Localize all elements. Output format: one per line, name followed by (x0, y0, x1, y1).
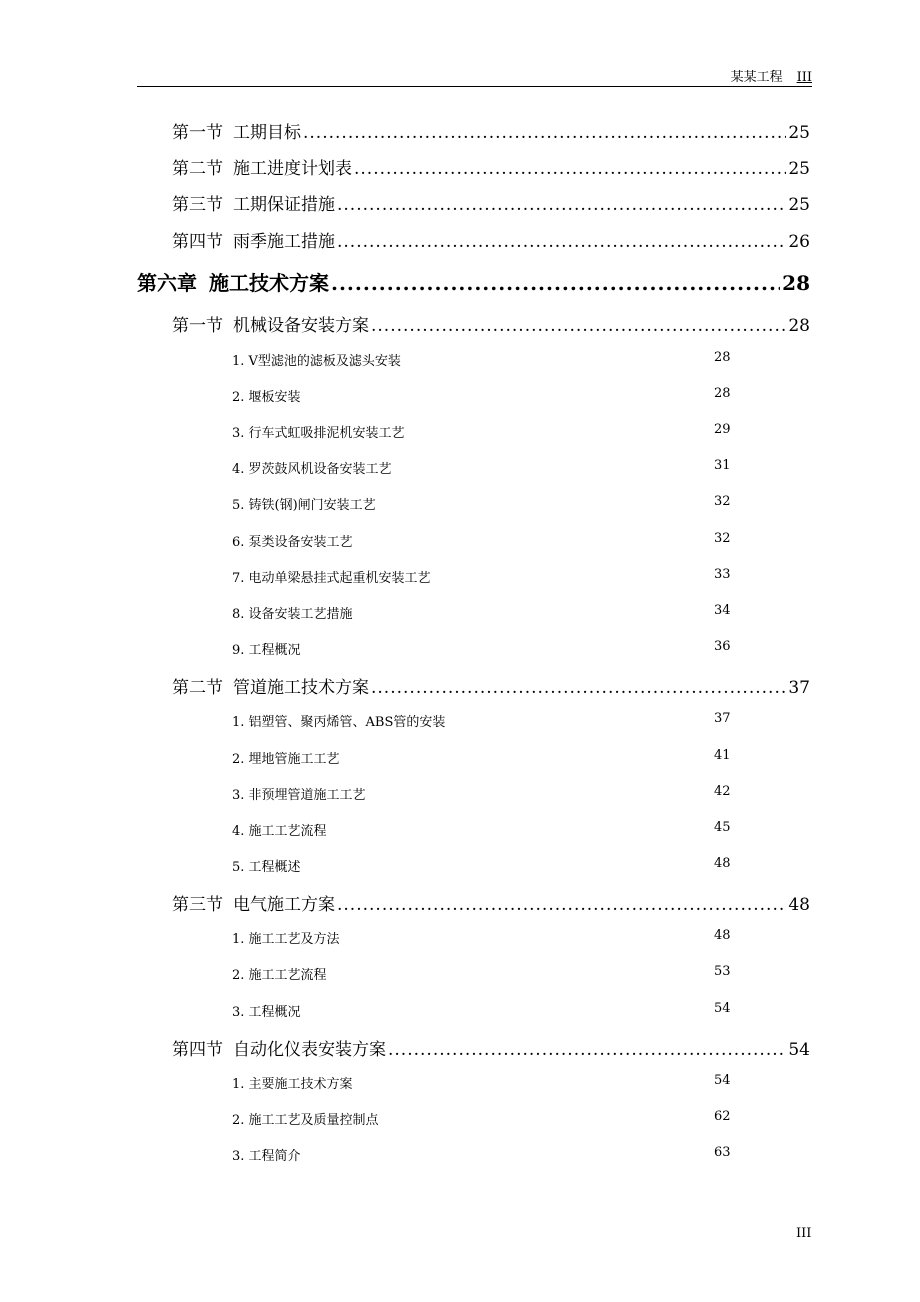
toc-item-title[interactable]: 5. 铸铁(钢)闸门安装工艺 (232, 498, 376, 513)
toc-item-page: 54 (714, 1073, 731, 1088)
toc-label: 第二节 (172, 159, 223, 179)
toc-item-title[interactable]: 2. 堰板安装 (232, 390, 301, 405)
toc-label: 第一节 (172, 316, 223, 336)
toc-item-page: 48 (714, 928, 731, 943)
toc-label: 第四节 (172, 1040, 223, 1060)
toc-label: 第三节 (172, 195, 223, 215)
toc-title: 施工进度计划表 (233, 159, 352, 179)
toc-item-page: 32 (714, 494, 731, 509)
toc-title: 工期目标 (233, 123, 301, 143)
toc-label: 第一节 (172, 123, 223, 143)
toc-item-page: 45 (714, 820, 731, 835)
toc-section[interactable] (172, 1035, 810, 1060)
toc-section[interactable] (172, 890, 810, 915)
toc-leader (371, 316, 786, 336)
toc-page: 28 (782, 271, 810, 295)
toc-page: 25 (788, 159, 810, 179)
header-title: 某某工程 (730, 70, 783, 85)
toc-leader (331, 271, 780, 295)
toc-item-title[interactable]: 6. 泵类设备安装工艺 (232, 535, 353, 550)
toc-item-page: 48 (714, 856, 731, 871)
toc-leader (388, 1040, 786, 1060)
toc-title: 雨季施工措施 (233, 232, 335, 252)
toc-title: 电气施工方案 (233, 895, 335, 915)
toc-item-title[interactable]: 7. 电动单梁悬挂式起重机安装工艺 (232, 571, 431, 586)
toc-item-page: 28 (714, 386, 731, 401)
toc-leader (337, 895, 786, 915)
toc-page: 25 (788, 123, 810, 143)
toc-leader (337, 232, 786, 252)
toc-item-page: 62 (714, 1109, 731, 1124)
toc-item-title[interactable]: 1. 施工工艺及方法 (232, 932, 340, 947)
toc-leader (337, 195, 786, 215)
toc-title: 工期保证措施 (233, 195, 335, 215)
toc-title: 自动化仪表安装方案 (233, 1040, 386, 1060)
toc-section[interactable] (172, 673, 810, 698)
header-page-number: III (796, 70, 812, 85)
toc-page: 48 (788, 895, 810, 915)
toc-item-title[interactable]: 2. 埋地管施工工艺 (232, 752, 340, 767)
toc-item-page: 32 (714, 531, 731, 546)
toc-item-page: 37 (714, 711, 731, 726)
toc-item-page: 31 (714, 458, 731, 473)
toc-section[interactable] (172, 227, 810, 252)
toc-item-title[interactable]: 3. 行车式虹吸排泥机安装工艺 (232, 426, 405, 441)
toc-item-title[interactable]: 9. 工程概况 (232, 643, 301, 658)
toc-item-title[interactable]: 3. 工程简介 (232, 1149, 301, 1164)
toc-section[interactable] (172, 311, 810, 336)
toc-item-page: 63 (714, 1145, 731, 1160)
toc-item-title[interactable]: 1. 主要施工技术方案 (232, 1077, 353, 1092)
toc-item-title[interactable]: 5. 工程概述 (232, 860, 301, 875)
footer-page-number: III (796, 1226, 812, 1241)
toc-label: 第二节 (172, 678, 223, 698)
toc-page: 28 (788, 316, 810, 336)
toc-page: 54 (788, 1040, 810, 1060)
toc-item-page: 41 (714, 748, 731, 763)
toc-chapter[interactable] (137, 267, 810, 296)
toc-item-page: 29 (714, 422, 731, 437)
toc-leader (303, 123, 786, 143)
toc-item-title[interactable]: 2. 施工工艺及质量控制点 (232, 1113, 379, 1128)
toc-label: 第三节 (172, 895, 223, 915)
toc-item-page: 53 (714, 964, 731, 979)
toc-item-page: 54 (714, 1001, 731, 1016)
toc-section[interactable] (172, 118, 810, 143)
toc-item-title[interactable]: 1. V型滤池的滤板及滤头安装 (232, 354, 401, 369)
toc-item-title[interactable]: 8. 设备安装工艺措施 (232, 607, 353, 622)
toc-label: 第四节 (172, 232, 223, 252)
header-text (731, 66, 812, 85)
page-header (137, 62, 812, 87)
toc-title: 管道施工技术方案 (233, 678, 369, 698)
toc-item-title[interactable]: 4. 罗茨鼓风机设备安装工艺 (232, 462, 392, 477)
toc-item-page: 33 (714, 567, 731, 582)
toc-item-title[interactable]: 3. 工程概况 (232, 1005, 301, 1020)
toc-item-title[interactable]: 2. 施工工艺流程 (232, 968, 327, 983)
toc-page: 37 (788, 678, 810, 698)
toc-title: 机械设备安装方案 (233, 316, 369, 336)
toc-item-title[interactable]: 1. 铝塑管、聚丙烯管、ABS管的安装 (232, 715, 446, 730)
toc-section[interactable] (172, 154, 810, 179)
toc-item-page: 36 (714, 639, 731, 654)
toc-item-page: 34 (714, 603, 731, 618)
toc-leader (371, 678, 786, 698)
toc-item-page: 42 (714, 784, 731, 799)
toc-leader (354, 159, 786, 179)
toc-section[interactable] (172, 190, 810, 215)
toc-page: 26 (788, 232, 810, 252)
toc-title: 施工技术方案 (209, 271, 329, 295)
toc-page: 25 (788, 195, 810, 215)
toc-item-title[interactable]: 3. 非预埋管道施工工艺 (232, 788, 366, 803)
toc-item-title[interactable]: 4. 施工工艺流程 (232, 824, 327, 839)
toc-item-page: 28 (714, 350, 731, 365)
toc-label: 第六章 (137, 271, 197, 295)
